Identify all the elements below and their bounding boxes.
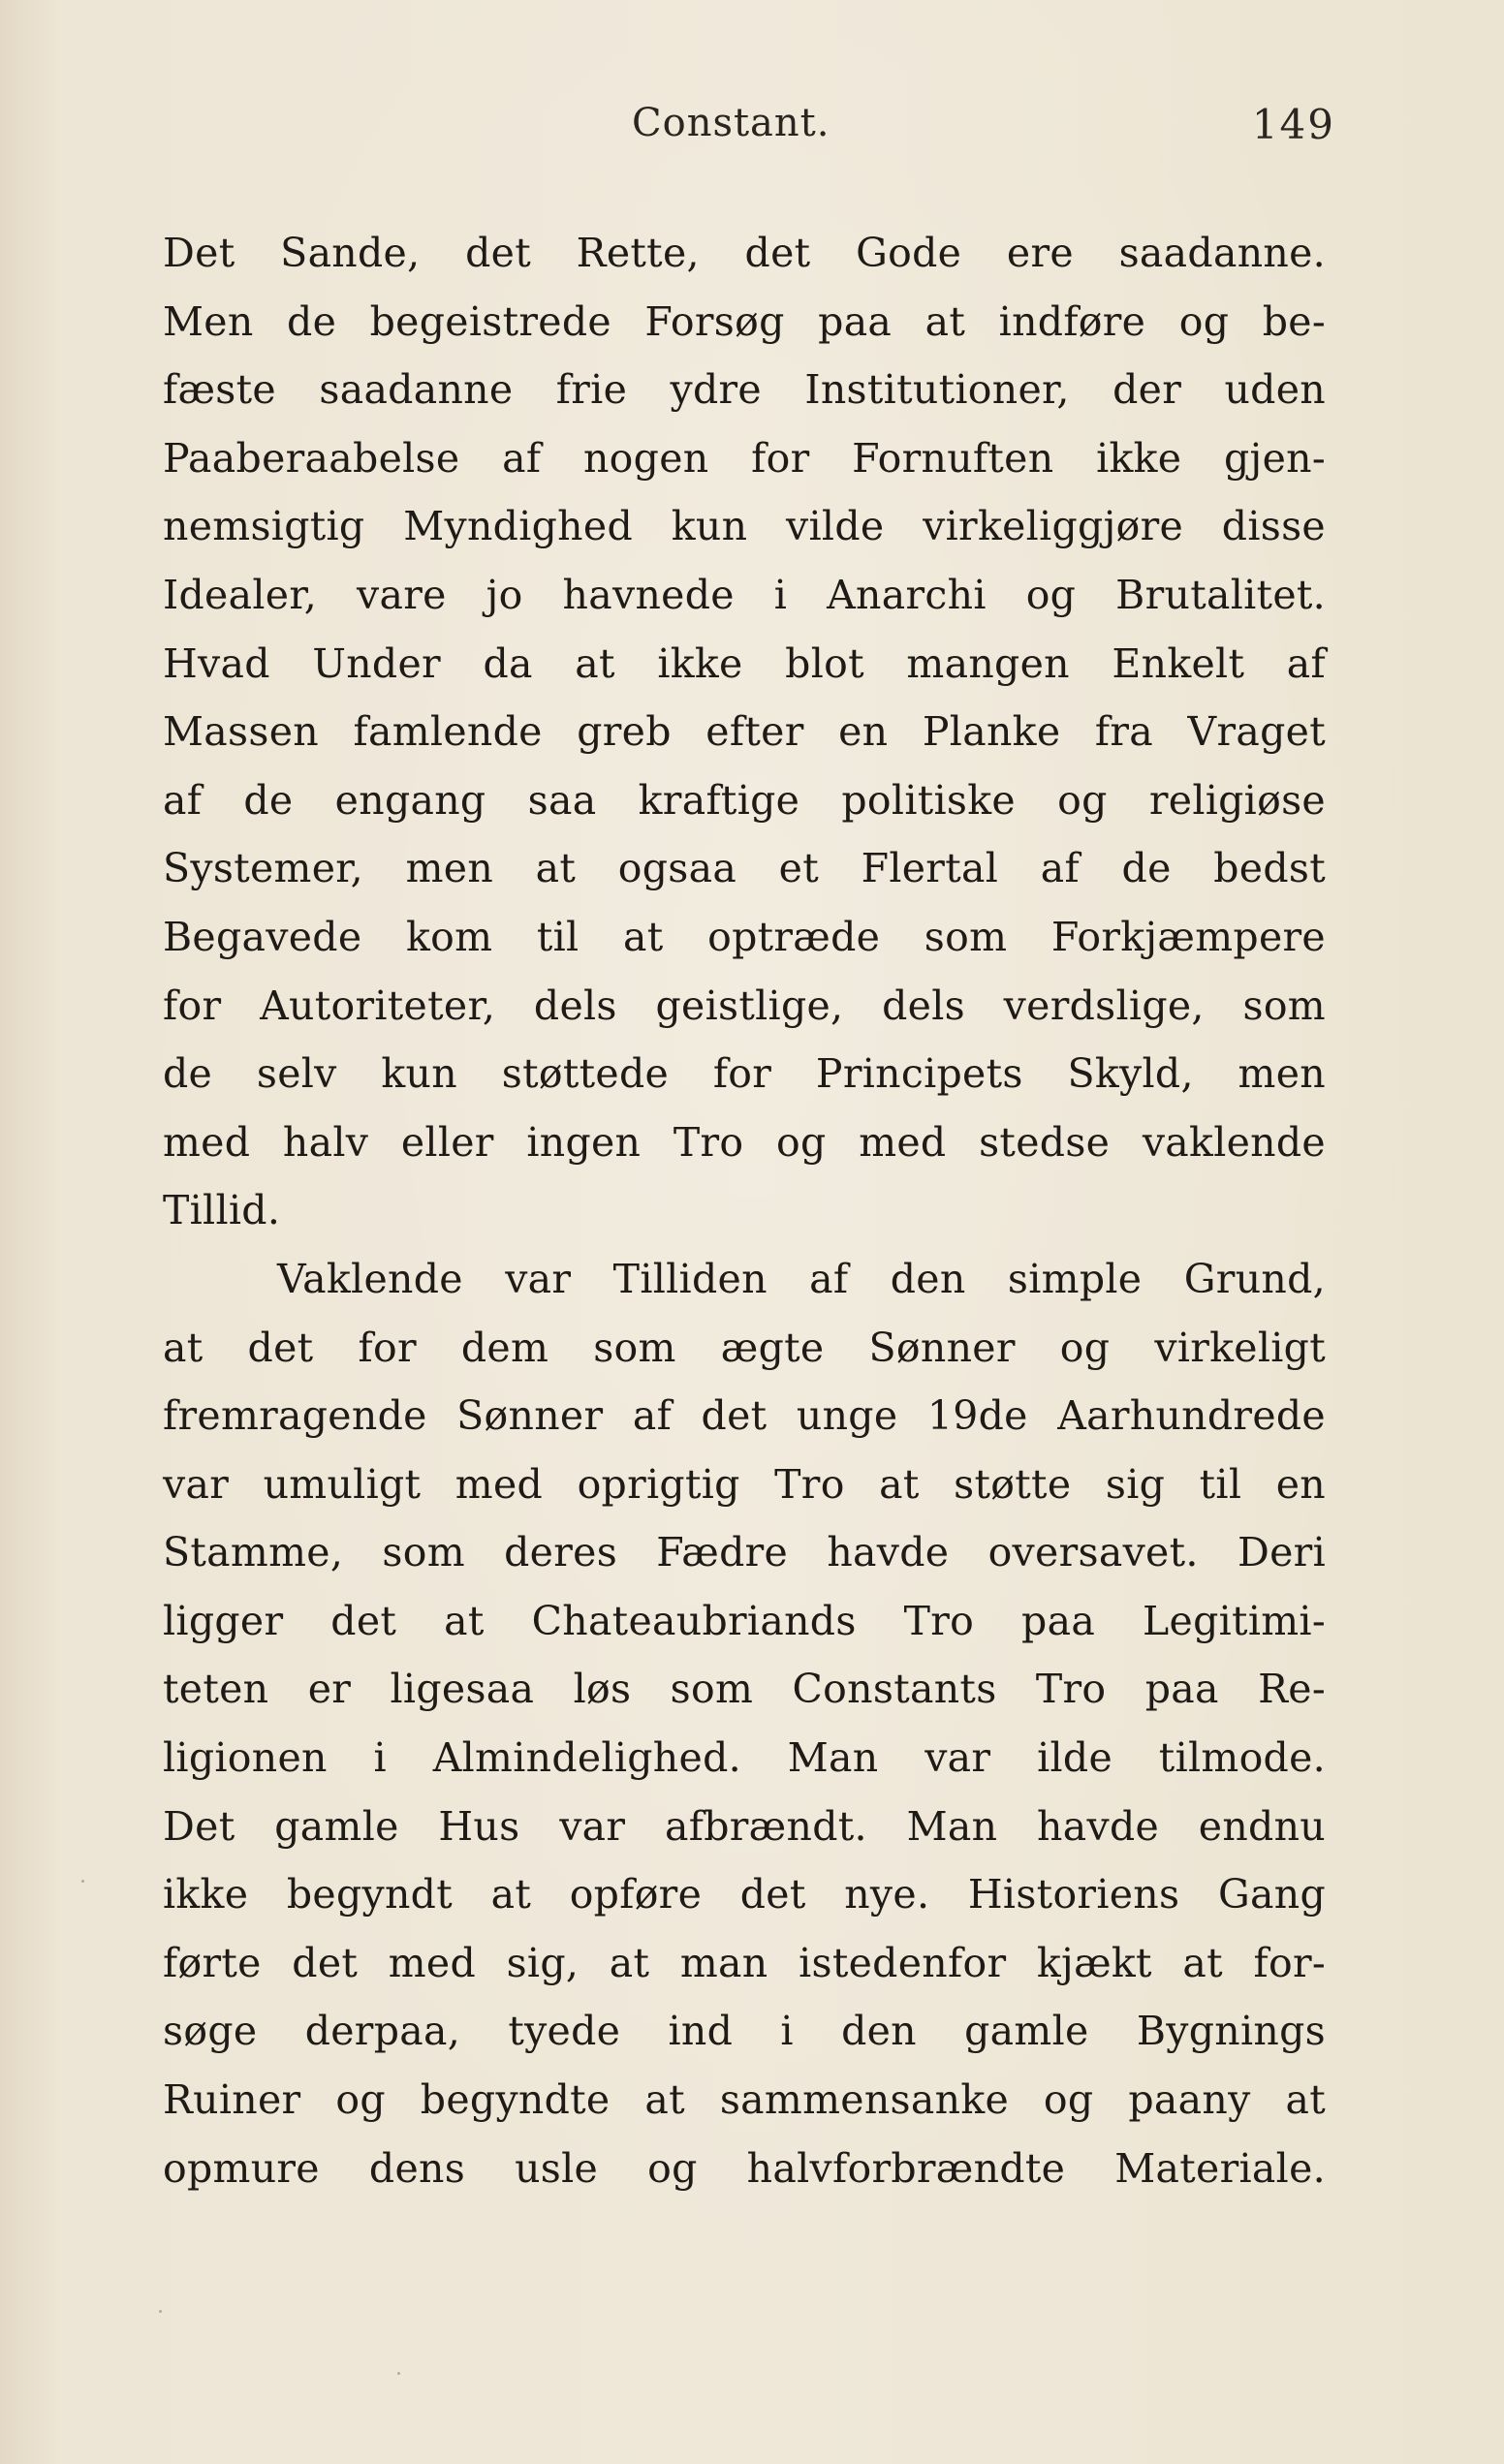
paper-speck xyxy=(159,2310,162,2313)
text-line: Idealer, vare jo havnede i Anarchi og Brutalitet. xyxy=(163,571,1326,618)
running-title: Constant. xyxy=(632,101,830,145)
text-line: nemsigtig Myndighed kun vilde virkeliggjøre disse xyxy=(163,503,1326,550)
text-line: ligionen i Almindelighed. Man var ilde tilmode. xyxy=(163,1734,1326,1782)
body-text xyxy=(163,219,1326,2202)
text-line: Vaklende var Tilliden af den simple Grund, xyxy=(277,1255,1326,1302)
text-line: Det gamle Hus var afbrændt. Man havde endnu xyxy=(163,1802,1326,1850)
text-line: fremragende Sønner af det unge 19de Aarhundrede xyxy=(163,1392,1326,1440)
page-number: 149 xyxy=(1251,101,1335,148)
paper-speck xyxy=(81,1880,84,1883)
text-line: ikke begyndt at opføre det nye. Historiens Gang xyxy=(163,1871,1326,1918)
text-line: opmure dens usle og halvforbrændte Materiale. xyxy=(163,2144,1326,2192)
text-line: Tillid. xyxy=(163,1187,281,1234)
text-line: Paaberaabelse af nogen for Fornuften ikke gjen- xyxy=(163,434,1326,482)
text-line: Stamme, som deres Fædre havde oversavet. Deri xyxy=(163,1529,1326,1576)
text-line: ligger det at Chateaubriands Tro paa Legitimi- xyxy=(163,1597,1326,1644)
text-line: Begavede kom til at optræde som Forkjæmpere xyxy=(163,913,1326,960)
text-line: søge derpaa, tyede ind i den gamle Bygnings xyxy=(163,2008,1326,2055)
paragraph-1 xyxy=(163,219,1326,1245)
paragraph-2 xyxy=(163,1245,1326,2202)
running-head xyxy=(163,101,1335,159)
text-line: de selv kun støttede for Principets Skyld, men xyxy=(163,1050,1326,1098)
text-line: Ruiner og begyndte at sammensanke og paany at xyxy=(163,2076,1326,2124)
text-line: at det for dem som ægte Sønner og virkeligt xyxy=(163,1324,1326,1371)
text-line: var umuligt med oprigtig Tro at støtte sig til en xyxy=(163,1460,1326,1508)
text-line: Men de begeistrede Forsøg paa at indføre og be- xyxy=(163,297,1326,345)
text-line: førte det med sig, at man istedenfor kjækt at for- xyxy=(163,1939,1326,1986)
text-line: for Autoriteter, dels geistlige, dels verdslige, som xyxy=(163,982,1326,1029)
paper-speck xyxy=(397,2372,400,2375)
text-line: af de engang saa kraftige politiske og religiøse xyxy=(163,776,1326,824)
text-line: teten er ligesaa løs som Constants Tro paa Re- xyxy=(163,1666,1326,1713)
text-line: med halv eller ingen Tro og med stedse vaklende xyxy=(163,1118,1326,1166)
text-line: Hvad Under da at ikke blot mangen Enkelt af xyxy=(163,639,1326,687)
text-line: fæste saadanne frie ydre Institutioner, der uden xyxy=(163,366,1326,414)
text-line: Massen famlende greb efter en Planke fra Vraget xyxy=(163,708,1326,756)
text-line: Systemer, men at ogsaa et Flertal af de bedst xyxy=(163,845,1326,892)
text-line: Det Sande, det Rette, det Gode ere saadanne. xyxy=(163,230,1326,276)
